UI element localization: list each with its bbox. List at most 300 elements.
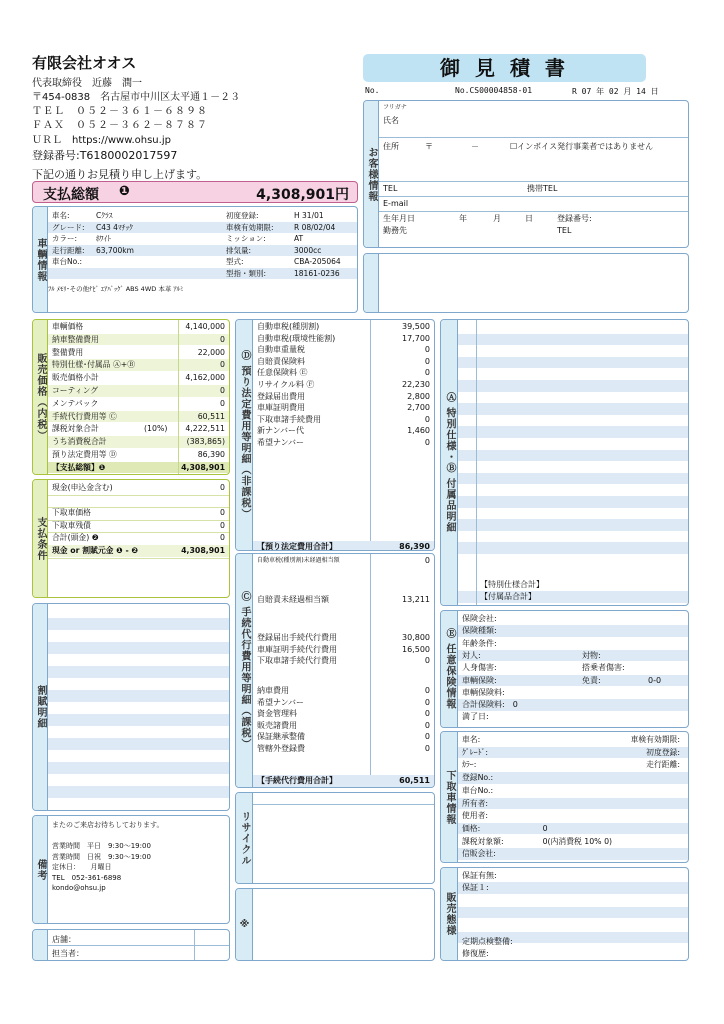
procedure-label: 納車費用 [257, 686, 289, 695]
installment-row [48, 714, 229, 726]
sales-value: 4,308,901 [181, 462, 225, 472]
special-row [458, 403, 688, 415]
insurance-label2: 免責: [582, 675, 601, 685]
tradein-row [458, 848, 688, 860]
remarks-side-label: 備考 [35, 858, 46, 881]
tradein-side-label: 下取車情報 [444, 769, 455, 825]
tradein-label2: 走行距離: [646, 760, 680, 770]
insurance-label: 合計保険料: 0 [462, 700, 518, 710]
procedure-label: 車庫証明手続代行費用 [257, 644, 337, 654]
sales-row [48, 449, 229, 461]
payment-value: 0 [220, 483, 225, 492]
vehicle-value: 63,700km [96, 245, 134, 255]
mobile-label: 携帯TEL [527, 184, 558, 193]
procedure-section [235, 553, 435, 788]
legal-value: 0 [424, 414, 430, 424]
saleform-label: 保証１: [462, 883, 489, 893]
payment-line [48, 558, 229, 559]
installment-row [48, 666, 229, 678]
procedure-row [253, 644, 434, 656]
legal-value: 2,700 [407, 403, 430, 413]
legal-section [235, 319, 435, 551]
sales-row [48, 423, 229, 435]
tax-note-value: 0 [424, 556, 430, 565]
legal-side-label: Ⓓ 預り法定費用等明細（非課税） [239, 350, 250, 520]
legal-label: 自動車重量税 [257, 345, 305, 355]
special-row [458, 368, 688, 380]
installment-row [48, 642, 229, 654]
insurance-row [458, 650, 688, 662]
installment-row [48, 654, 229, 666]
cai-label: 自賠責未経過相当額 [257, 595, 329, 604]
tradein-row [458, 836, 688, 848]
vehicle-side-label: 車輌情報 [35, 237, 46, 282]
tradein-label: 課税対象額: 0(内消費税 10% 0) [462, 836, 613, 846]
sales-value: 4,222,511 [185, 424, 225, 434]
special-row [458, 519, 688, 531]
tradein-row [458, 810, 688, 822]
installment-side-label: 割賦明細 [35, 685, 46, 729]
work-tel-label: TEL [557, 226, 572, 235]
special-row [458, 322, 688, 334]
vehicle-key2: 型指・類別: [226, 268, 267, 278]
sales-value: 0 [220, 398, 225, 408]
company-fax: ＦＡＸ ０５２－３６２－８７８７ [32, 120, 208, 131]
insurance-row [458, 613, 688, 625]
tradein-row [458, 747, 688, 759]
procedure-row [253, 731, 434, 743]
insurance-label: 人身傷害: [462, 663, 497, 673]
special-row [458, 415, 688, 427]
payment-value: 4,308,901 [181, 546, 225, 555]
procedure-value: 0 [424, 744, 430, 753]
legal-row [253, 367, 434, 379]
vehicle-row [48, 233, 357, 245]
special-row [458, 496, 688, 508]
sales-label: 整備費用 [52, 347, 84, 357]
procedure-label: 管轄外登録費 [257, 744, 305, 753]
sales-row [48, 334, 229, 346]
sales-value: 4,162,000 [185, 373, 225, 383]
procedure-value: 0 [424, 686, 430, 695]
special-row [458, 450, 688, 462]
installment-row [48, 786, 229, 798]
procedure-value: 0 [424, 656, 430, 666]
vehicle-value2: H 31/01 [294, 211, 324, 220]
installment-section [32, 603, 230, 811]
legal-row [253, 333, 434, 345]
procedure-label: 販売諸費用 [257, 720, 297, 730]
payment-value: 0 [220, 533, 225, 543]
special-row [458, 461, 688, 473]
insurance-label: 満了日: [462, 712, 489, 722]
tradein-row [458, 798, 688, 810]
tradein-label: 使用者: [462, 811, 489, 821]
vehicle-value: Cｸﾗｽ [96, 211, 113, 220]
legal-total-label: 【預り法定費用合計】 [257, 542, 337, 551]
company-address: 〒454-0838 名古屋市中川区太平通１－２３ [32, 92, 241, 103]
vehicle-row [48, 268, 357, 280]
name-label: 氏名 [383, 116, 399, 125]
installment-row [48, 690, 229, 702]
tradein-label: 登録No.: [462, 773, 494, 783]
remarks-line [52, 831, 163, 842]
payment-label: 下取車残債 [52, 520, 91, 530]
legal-label: 希望ナンバー [257, 438, 305, 447]
payment-label: 下取車価格 [52, 508, 91, 518]
tradein-row [458, 772, 688, 784]
remarks-line: kondo@ohsu.jp [52, 884, 106, 892]
reg-no-label: 登録番号: [557, 214, 592, 223]
special-total-b [458, 591, 688, 603]
vehicle-row [48, 245, 357, 257]
sales-row [48, 347, 229, 359]
installment-row [48, 726, 229, 738]
insurance-row [458, 675, 688, 687]
saleform-label: 定期点検整備: [462, 937, 513, 946]
company-reg: 登録番号:T6180002017597 [32, 149, 178, 162]
insurance-label: 年齢条件: [462, 638, 497, 648]
birth-day: 日 [525, 214, 533, 223]
saleform-section [440, 867, 689, 961]
legal-label: 自動車税(種別割) [257, 322, 320, 331]
procedure-label: 資金管理料 [257, 709, 297, 719]
vehicle-value2: AT [294, 234, 304, 243]
sales-side-label: 販売価格（内税） [35, 353, 46, 441]
tradein-label: ｶﾗｰ: [462, 760, 477, 770]
sales-label: 車輌価格 [52, 322, 84, 331]
legal-value: 0 [424, 345, 430, 355]
installment-row [48, 738, 229, 750]
saleform-label: 保証有無: [462, 871, 497, 880]
sales-label: 【支払総額】❶ [52, 462, 106, 472]
saleform-side-label: 販売態様 [444, 892, 455, 936]
procedure-label: 保証継承整備 [257, 732, 305, 742]
procedure-value: 0 [424, 732, 430, 742]
insurance-row [458, 687, 688, 699]
address-label: 住所 [383, 142, 399, 151]
payment-row [48, 507, 229, 519]
special-total-a [458, 579, 688, 591]
sales-row [48, 321, 229, 333]
legal-label: 登録届出費用 [257, 391, 305, 401]
procedure-row [253, 708, 434, 720]
legal-label: 下取車諸手続費用 [257, 414, 321, 424]
sales-row [48, 462, 229, 474]
legal-value: 0 [424, 438, 430, 447]
payment-side-label: 支払条件 [35, 516, 46, 561]
sales-row [48, 436, 229, 448]
company-rep: 代表取締役 近藤 潤一 [32, 78, 142, 89]
procedure-value: 0 [424, 720, 430, 730]
intro-text: 下記の通りお見積り申し上げます。 [32, 168, 208, 181]
special-row [458, 438, 688, 450]
estimate-date: R 07 年 02 月 14 日 [572, 87, 659, 96]
payment-row [48, 482, 229, 494]
tradein-label: 車台No.: [462, 785, 494, 795]
saleform-field [458, 948, 688, 960]
legal-row [253, 356, 434, 368]
vehicle-row [48, 222, 357, 234]
insurance-row [458, 699, 688, 711]
sales-row [48, 372, 229, 384]
vehicle-row [48, 210, 357, 222]
legal-row [253, 437, 434, 449]
installment-row [48, 750, 229, 762]
tel-label: TEL [383, 184, 398, 193]
procedure-total-value: 60,511 [399, 776, 430, 785]
legal-label: リサイクル料 Ⓕ [257, 380, 315, 389]
procedure-value: 16,500 [402, 644, 430, 654]
vehicle-row [48, 256, 357, 268]
staff-label: 担当者： [52, 949, 84, 958]
legal-label: 任意保険料 Ⓔ [257, 368, 308, 378]
procedure-label: 登録届出手続代行費用 [257, 633, 337, 642]
saleform-field [458, 882, 688, 894]
postal-mark: 〒 [425, 142, 433, 151]
procedure-row [253, 685, 434, 697]
tradein-label: 所有者: [462, 798, 489, 808]
insurance-row [458, 662, 688, 674]
vehicle-section [32, 206, 358, 313]
insurance-value2: 0-0 [648, 675, 662, 685]
sales-label: メンテパック [52, 398, 99, 408]
remarks-line: TEL 052-361-6898 [52, 873, 122, 882]
furigana-label: フリガナ [383, 104, 407, 111]
procedure-row [253, 655, 434, 667]
payment-value: 0 [220, 520, 225, 530]
tradein-row [458, 759, 688, 771]
sales-value: (383,865) [186, 437, 225, 447]
sales-value: 4,140,000 [185, 322, 225, 331]
special-row [458, 345, 688, 357]
postal-dash: － [471, 142, 479, 151]
saleform-row [458, 919, 688, 931]
tax-note-label: 自動車税(種別割)未経過相当額 [257, 557, 340, 564]
procedure-row [253, 632, 434, 644]
procedure-label: 下取車諸手続代行費用 [257, 656, 337, 666]
saleform-field [458, 936, 688, 948]
customer-section [363, 100, 689, 248]
procedure-side-label: Ⓒ 手続代行費用等明細（課税） [239, 591, 250, 750]
vehicle-value: ﾎﾜｲﾄ [96, 234, 111, 243]
special-row [458, 484, 688, 496]
sales-label: 手続代行費用等 Ⓒ [52, 411, 117, 421]
sales-value: 0 [220, 360, 225, 370]
insurance-label2: 対物: [582, 650, 601, 660]
legal-value: 0 [424, 368, 430, 378]
invoice-checkbox[interactable]: ☐インボイス発行事業者ではありません [510, 142, 654, 151]
insurance-row [458, 711, 688, 723]
vehicle-key2: 型式: [226, 257, 244, 266]
total-bar [32, 181, 358, 203]
estimate-no-label: No. [365, 86, 380, 95]
insurance-label: 保険種類: [462, 626, 497, 636]
special-row [458, 334, 688, 346]
vehicle-value2: CBA-205064 [294, 257, 341, 266]
legal-row [253, 391, 434, 403]
estimate-no: No.CS00004858-01 [455, 86, 533, 95]
payment-label: 現金 or 割賦元金 ❶ - ❷ [52, 546, 138, 555]
company-tel: ＴＥＬ ０５２－３６１－６８９８ [32, 106, 208, 117]
payment-row [48, 495, 229, 507]
remarks-line: 営業時間 日祝 9:30～19:00 [52, 852, 151, 861]
legal-label: 自動車税(環境性能割) [257, 333, 336, 343]
sales-value: 86,390 [197, 450, 225, 459]
tradein-row [458, 785, 688, 797]
special-row [458, 380, 688, 392]
insurance-label: 対人: [462, 650, 481, 660]
legal-row [253, 379, 434, 391]
sales-row [48, 359, 229, 371]
vehicle-value2: R 08/02/04 [294, 222, 336, 232]
payment-row [48, 545, 229, 557]
company-url: ＵＲＬ https://www.ohsu.jp [32, 135, 171, 146]
sales-row [48, 411, 229, 423]
procedure-row [253, 697, 434, 709]
legal-row [253, 414, 434, 426]
remarks-line: 営業時間 平日 9:30～19:00 [52, 842, 151, 850]
special-divider [476, 320, 477, 605]
tradein-label2: 初度登録: [646, 747, 680, 757]
payment-label: 合計(頭金) ❷ [52, 533, 99, 543]
birth-year: 年 [459, 214, 467, 223]
legal-row [253, 402, 434, 414]
remarks-line: またのご来店お待ちしております。 [52, 821, 164, 829]
work-label: 勤務先 [383, 226, 407, 235]
vehicle-key2: 車検有効期限: [226, 222, 274, 232]
installment-row [48, 798, 229, 810]
payment-section [32, 479, 230, 598]
tradein-label: 車名: [462, 735, 481, 744]
remarks-section [32, 815, 230, 924]
vehicle-value2: 3000cc [294, 245, 322, 255]
vehicle-key: 走行距離: [52, 245, 85, 255]
recycle-side-label: リサイクル [239, 810, 250, 866]
tradein-label: ｸﾞﾚｰﾄﾞ: [462, 747, 489, 757]
sales-label: 特別仕様･付属品 Ⓐ+Ⓑ [52, 360, 136, 370]
note-side-label: ※ [239, 918, 250, 931]
special-row [458, 392, 688, 404]
vehicle-value2: 18161-0236 [294, 268, 340, 278]
payment-row [48, 520, 229, 532]
procedure-label: 希望ナンバー [257, 697, 305, 707]
saleform-row [458, 907, 688, 919]
installment-row [48, 630, 229, 642]
sales-label: 納車整備費用 [52, 334, 99, 344]
email-label: E-mail [383, 199, 409, 208]
sales-value: 0 [220, 334, 225, 344]
vehicle-value: C43 4ﾏﾁｯｸ [96, 222, 133, 232]
procedure-value: 0 [424, 697, 430, 707]
vehicle-key2: 排気量: [226, 245, 252, 255]
special-row [458, 531, 688, 543]
legal-value: 2,800 [407, 391, 430, 401]
installment-row [48, 762, 229, 774]
insurance-label2: 搭乗者傷害: [582, 663, 625, 673]
document-title: 御 見 積 書 [363, 54, 646, 82]
vehicle-key2: ミッション: [226, 234, 266, 243]
vehicle-key: 車台No.: [52, 257, 82, 266]
birth-month: 月 [493, 214, 501, 223]
total-value: 4,308,901円 [256, 187, 349, 203]
note-section [235, 888, 435, 961]
total-label: 支払総額 [43, 187, 99, 203]
sales-value: 60,511 [197, 411, 225, 421]
birth-label: 生年月日 [383, 214, 415, 223]
special-total-b-label: 【付属品合計】 [480, 592, 536, 601]
legal-row [253, 321, 434, 333]
installment-row [48, 606, 229, 618]
legal-row [253, 425, 434, 437]
vehicle-key: グレード: [52, 222, 85, 232]
tradein-label: 価格: 0 [462, 823, 548, 833]
vehicle-key2: 初度登録: [226, 211, 259, 220]
special-total-a-label: 【特別仕様合計】 [480, 580, 544, 589]
installment-row [48, 774, 229, 786]
special-row [458, 554, 688, 566]
special-row [458, 542, 688, 554]
saleform-label: 修復歴: [462, 949, 489, 958]
installment-row [48, 702, 229, 714]
insurance-label: 車輌保険: [462, 675, 497, 685]
sales-label: コーティング [52, 386, 99, 395]
tradein-section [440, 731, 689, 863]
saleform-field [458, 870, 688, 882]
sales-rate: (10%) [144, 424, 168, 434]
sales-divider [178, 320, 179, 474]
legal-label: 自賠責保険料 [257, 356, 305, 366]
store-section [32, 929, 230, 961]
tradein-row [458, 823, 688, 835]
recycle-section [235, 792, 435, 884]
special-section [440, 319, 689, 606]
sales-value: 0 [220, 386, 225, 395]
sales-label: うち消費税合計 [52, 437, 107, 447]
legal-row [253, 344, 434, 356]
legal-value: 39,500 [402, 322, 430, 331]
payment-value: 0 [220, 508, 225, 518]
procedure-row [253, 720, 434, 732]
special-row [458, 426, 688, 438]
special-row [458, 473, 688, 485]
insurance-label: 車輌保険料: [462, 687, 505, 697]
sales-label: 課税対象合計 [52, 424, 99, 434]
payment-row [48, 532, 229, 544]
insurance-row [458, 638, 688, 650]
sales-section [32, 319, 230, 475]
customer-side-label: お客様情報 [366, 146, 377, 202]
shop-label: 店舗： [52, 935, 76, 944]
legal-value: 1,460 [407, 426, 430, 436]
total-mark: ❶ [119, 184, 131, 199]
tradein-label: 信販会社: [462, 849, 496, 859]
vehicle-key: 車名: [52, 211, 70, 220]
sales-value: 22,000 [197, 347, 225, 357]
special-row [458, 357, 688, 369]
procedure-value: 30,800 [402, 633, 430, 642]
vehicle-options: ﾌﾙ ﾒﾓﾘ･その他ﾅﾋﾞ ｴｱﾊﾞｯｸﾞ ABS 4WD 本革 ｱﾙﾐ [48, 285, 184, 293]
legal-total-value: 86,390 [399, 542, 430, 551]
legal-value: 0 [424, 356, 430, 366]
cai-value: 13,211 [402, 595, 430, 604]
installment-row [48, 678, 229, 690]
insurance-label: 保険会社: [462, 614, 497, 623]
company-name: 有限会社オオス [32, 54, 137, 72]
procedure-total-label: 【手続代行費用合計】 [257, 776, 337, 785]
tradein-row [458, 734, 688, 746]
remarks-line: 定休日： 月曜日 [52, 863, 112, 871]
